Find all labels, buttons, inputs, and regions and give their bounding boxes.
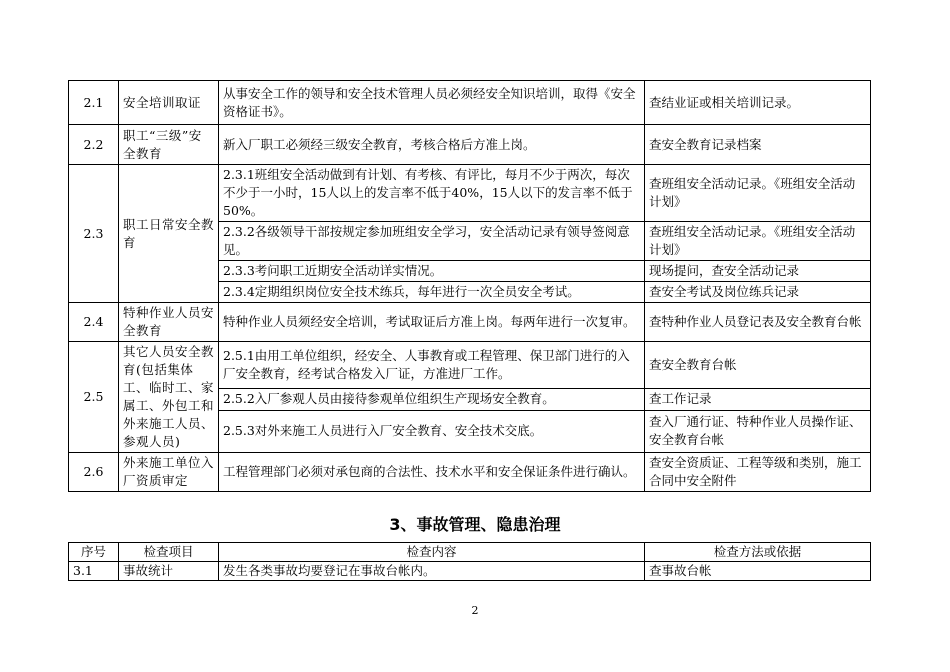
check-method: 查安全教育记录档案 <box>645 125 871 165</box>
table-header-row <box>69 543 871 562</box>
safety-education-table <box>68 80 871 492</box>
check-method: 现场提问，查安全活动记录 <box>645 261 871 282</box>
accident-management-table <box>68 542 871 581</box>
check-method: 查结业证或相关培训记录。 <box>645 81 871 125</box>
check-item: 安全培训取证 <box>119 81 219 125</box>
header-content: 检查内容 <box>219 543 645 562</box>
table-row <box>69 562 871 581</box>
row-number: 2.1 <box>69 81 119 125</box>
row-number: 2.6 <box>69 453 119 492</box>
check-method: 查特种作业人员登记表及安全教育台帐 <box>645 303 871 342</box>
row-number: 2.5 <box>69 342 119 453</box>
check-content: 从事安全工作的领导和安全技术管理人员必须经安全知识培训，取得《安全资格证书》。 <box>219 81 645 125</box>
check-content: 工程管理部门必须对承包商的合法性、技术水平和安全保证条件进行确认。 <box>219 453 645 492</box>
section-title: 3、事故管理、隐患治理 <box>389 515 561 534</box>
table-row <box>69 453 871 492</box>
table-row <box>69 303 871 342</box>
check-item: 其它人员安全教育(包括集体工、临时工、家属工、外包工和外来施工人员、参观人员) <box>119 342 219 453</box>
header-no: 序号 <box>69 543 119 562</box>
check-content: 2.3.3考问职工近期安全活动详实情况。 <box>219 261 645 282</box>
check-content: 特种作业人员须经安全培训，考试取证后方准上岗。每两年进行一次复审。 <box>219 303 645 342</box>
table-row <box>69 165 871 222</box>
table-row <box>69 125 871 165</box>
check-content: 2.3.4定期组织岗位安全技术练兵，每年进行一次全员安全考试。 <box>219 282 645 303</box>
check-item: 特种作业人员安全教育 <box>119 303 219 342</box>
table-row <box>69 81 871 125</box>
header-method: 检查方法或依据 <box>645 543 871 562</box>
check-content: 新入厂职工必须经三级安全教育，考核合格后方准上岗。 <box>219 125 645 165</box>
check-method: 查工作记录 <box>645 388 871 410</box>
check-content: 发生各类事故均要登记在事故台帐内。 <box>219 562 645 581</box>
row-number: 3.1 <box>69 562 119 581</box>
check-item: 职工“三级”安全教育 <box>119 125 219 165</box>
check-method: 查班组安全活动记录。《班组安全活动计划》 <box>645 165 871 222</box>
check-method: 查入厂通行证、特种作业人员操作证、安全教育台帐 <box>645 410 871 452</box>
check-item: 职工日常安全教育 <box>119 165 219 303</box>
check-content: 2.5.2入厂参观人员由接待参观单位组织生产现场安全教育。 <box>219 388 645 410</box>
check-content: 2.5.1由用工单位组织，经安全、人事教育或工程管理、保卫部门进行的入厂安全教育，经考试合格发入厂证，方准进厂工作。 <box>219 342 645 389</box>
row-number: 2.3 <box>69 165 119 303</box>
row-number: 2.4 <box>69 303 119 342</box>
check-method: 查安全考试及岗位练兵记录 <box>645 282 871 303</box>
page-number: 2 <box>471 604 479 617</box>
check-item: 外来施工单位入厂资质审定 <box>119 453 219 492</box>
check-item: 事故统计 <box>119 562 219 581</box>
check-content: 2.5.3对外来施工人员进行入厂安全教育、安全技术交底。 <box>219 410 645 452</box>
check-content: 2.3.2各级领导干部按规定参加班组安全学习，安全活动记录有领导签阅意见。 <box>219 222 645 261</box>
check-content: 2.3.1班组安全活动做到有计划、有考核、有评比，每月不少于两次，每次不少于一小时，15人以上的发言率不低于40%，15人以下的发言率不低于50%。 <box>219 165 645 222</box>
check-method: 查事故台帐 <box>645 562 871 581</box>
table-row <box>69 342 871 389</box>
row-number: 2.2 <box>69 125 119 165</box>
check-method: 查班组安全活动记录。《班组安全活动计划》 <box>645 222 871 261</box>
check-method: 查安全教育台帐 <box>645 342 871 389</box>
header-item: 检查项目 <box>119 543 219 562</box>
check-method: 查安全资质证、工程等级和类别，施工合同中安全附件 <box>645 453 871 492</box>
